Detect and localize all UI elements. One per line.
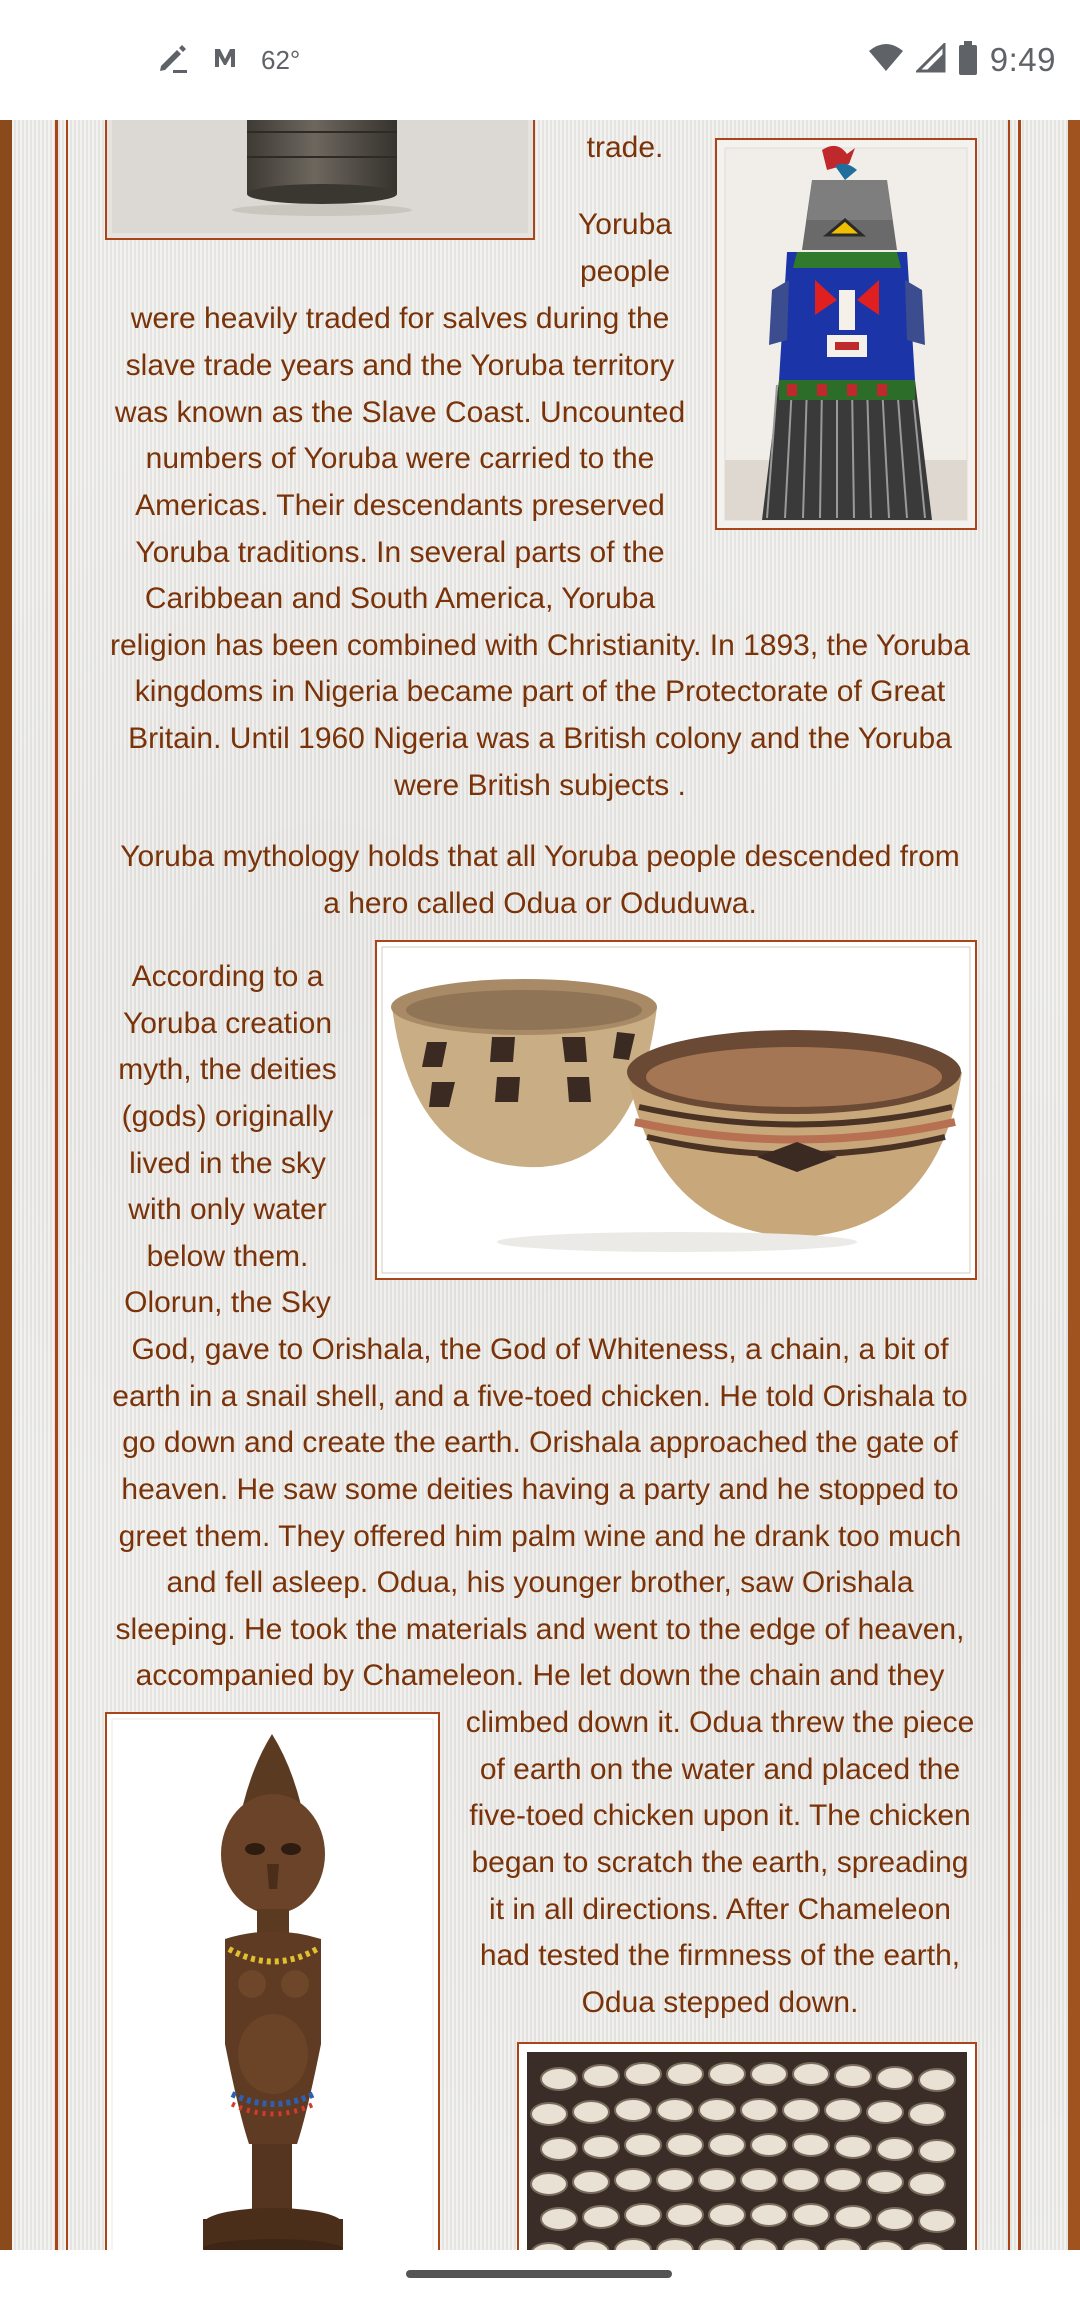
home-gesture-handle[interactable] [406,2270,672,2278]
article-text-line: Yoruba traditions. In several parts of the [135,536,665,569]
article-text-line: God, gave to Orishala, the God of Whiteness, a chain, a bit of [131,1333,949,1366]
article-text-line: greet them. They offered him palm wine and he drank too much [118,1520,962,1553]
article-text-line: Yoruba mythology holds that all Yoruba people descended from [120,840,960,873]
clock-time: 9:49 [989,41,1056,78]
article-text-line: a hero called Odua or Oduduwa. [323,887,757,920]
article-text-line: (gods) originally [121,1100,334,1133]
article-text-line: slave trade years and the Yoruba territory [125,349,675,382]
article-text-line: below them. [146,1240,309,1273]
article-text-line: kingdoms in Nigeria became part of the Protectorate of Great [134,675,946,708]
article-text-line: was known as the Slave Coast. Uncounted [114,396,686,429]
article-text-line: Britain. Until 1960 Nigeria was a British colony and the Yoruba [128,722,952,755]
article-text-line: Odua stepped down. [581,1986,859,2019]
cowrie-shell-basket-image[interactable] [517,2042,977,2250]
weather-temperature: 62° [261,44,301,75]
navigation-bar [0,2250,1080,2300]
article-text-line: Americas. Their descendants preserved [135,489,665,522]
article-text-line: climbed down it. Odua threw the piece [465,1706,975,1739]
article-text-line: earth in a snail shell, and a five-toed chicken. He told Orishala to [112,1380,968,1413]
article-text-line: go down and create the earth. Orishala approached the gate of [122,1426,958,1459]
right-border-line [1018,120,1021,2250]
article-text-line: of earth on the water and placed the [479,1753,961,1786]
web-page-viewport[interactable] [0,120,1080,2250]
article-text-line: accompanied by Chameleon. He let down the chain and they [135,1659,945,1692]
status-bar [0,0,1080,120]
article-text-line: Yoruba [578,208,672,241]
article-text-line: began to scratch the earth, spreading [471,1846,969,1879]
article-text-line: were British subjects . [394,769,686,802]
article-text-line: it in all directions. After Chameleon [489,1893,951,1926]
article-text-line: religion has been combined with Christianity. In 1893, the Yoruba [110,629,970,662]
metal-cylinder-artifact-image[interactable] [105,120,535,240]
woven-baskets-image[interactable] [375,940,977,1280]
article-text-line: had tested the firmness of the earth, [479,1939,961,1972]
article-text-line: heaven. He saw some deities having a party and he stopped to [121,1473,959,1506]
left-border-line [66,120,68,2250]
right-border-line [1008,120,1010,2250]
article-text-line: Caribbean and South America, Yoruba [144,582,656,615]
article-text-line: sleeping. He took the materials and went to the edge of heaven, [115,1613,965,1646]
right-frame [1068,120,1080,2250]
wooden-figure-image[interactable] [105,1712,440,2250]
article-text-line: myth, the deities [118,1053,337,1086]
article-text-line: and fell asleep. Odua, his younger brother, saw Orishala [166,1566,914,1599]
left-border-line [55,120,58,2250]
wifi-icon [868,43,904,78]
edit-pencil-icon [155,40,191,81]
m-app-icon [211,43,241,78]
battery-icon [958,41,978,80]
article-text-line: with only water [128,1193,327,1226]
article-text-line: According to a [131,960,324,993]
article-text-line: people [579,255,671,288]
article-text-line: five-toed chicken upon it. The chicken [469,1799,971,1832]
article-text-line: numbers of Yoruba were carried to the [145,442,655,475]
article-text-line: lived in the sky [129,1147,326,1180]
article-text-line: Yoruba creation [122,1007,333,1040]
left-frame [0,120,12,2250]
beaded-crown-image[interactable] [715,138,977,530]
article-text-line: were heavily traded for salves during the [130,302,670,335]
article-text-line: Olorun, the Sky [124,1286,331,1319]
signal-icon [916,43,946,78]
article-text-line: trade. [586,131,664,164]
